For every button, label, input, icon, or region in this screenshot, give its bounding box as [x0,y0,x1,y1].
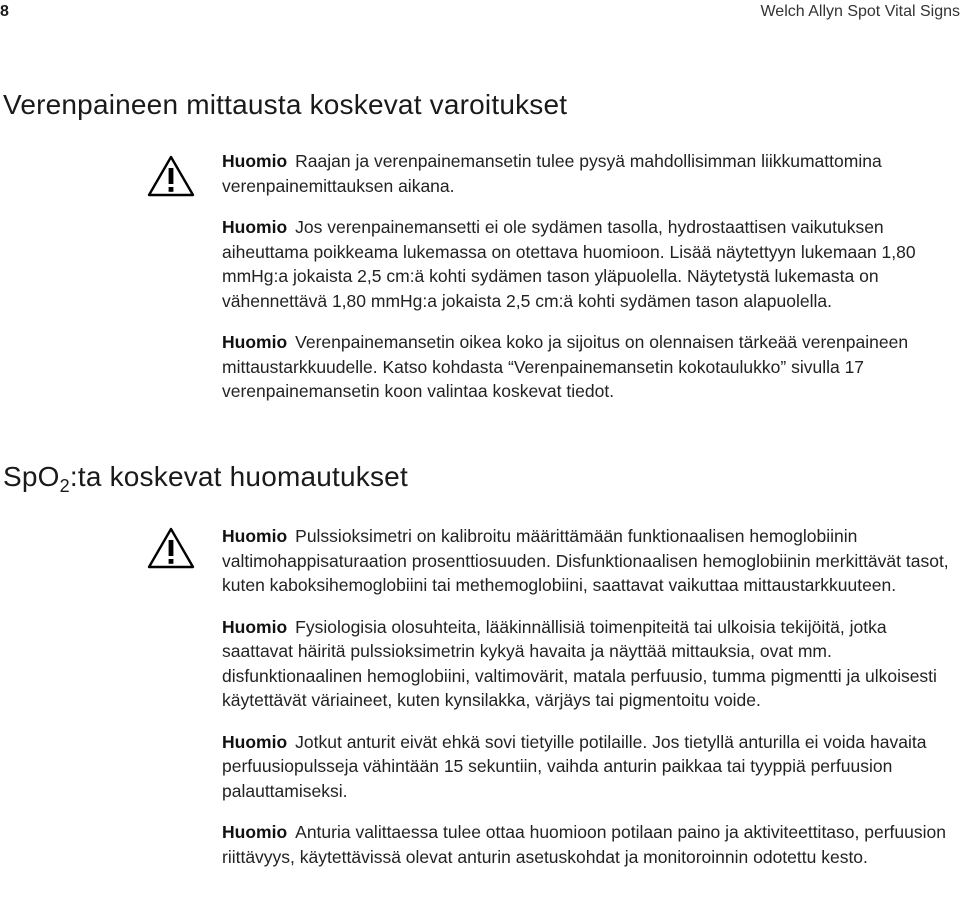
section-title-spo2 [3,460,408,494]
note-label: Huomio [222,616,288,637]
note-label: Huomio [222,332,288,352]
title-suffix: :ta koskevat huomautukset [69,461,408,492]
note [222,330,958,404]
note-text: Jotkut anturit eivät ehkä sovi tietyille potilaille. Jos tietyllä anturilla ei voida havaita perfuusiopulsseja vähintään 15 sekuntiin, vaihda anturin paikkaa tai tyyppiä perfuusion palauttamiseksi. [222,731,927,801]
title-subscript: 2 [59,476,70,496]
note-text: Pulssioksimetri on kalibroitu määrittämään funktionaalisen hemoglobiinin valtimohappisaturaation prosenttiosuuden. Disfunktionaalisen hemoglobiinin merkittävät tasot, kuten kaboksihemoglobiini tai methemoglobiini, saattavat vaikuttaa mittaustarkkuuteen. [222,526,949,595]
spo2-notes [222,524,958,886]
running-header: Welch Allyn Spot Vital Signs [760,3,960,20]
note-text: Anturia valittaessa tulee ottaa huomioon potilaan paino ja aktiviteettitaso, perfuusion riittävyys, käytettävissä olevat anturin asetuskohdat ja monitoroinnin odotettu kesto. [222,822,946,867]
note [222,215,958,313]
page-number: 8 [0,3,9,20]
note [222,615,958,713]
note-text: Verenpainemansetin oikea koko ja sijoitus on olennaisen tärkeää verenpaineen mittaustarkkuudelle. Katso kohdasta “Verenpainemansetin kokotaulukko” sivulla 17 verenpainemansetin koon valintaa koskevat tiedot. [222,332,909,401]
note-label: Huomio [222,151,288,171]
note-text: Raajan ja verenpainemansetin tulee pysyä mahdollisimman liikkumattomina verenpainemittauksen aikana. [222,151,882,196]
note [222,730,958,804]
note-label: Huomio [222,526,288,546]
warning-triangle-icon [147,155,195,197]
blood-pressure-notes [222,149,958,421]
note-label: Huomio [222,822,288,842]
note-text: Jos verenpainemansetti ei ole sydämen tasolla, hydrostaattisen vaikutuksen aiheuttama poikkeama lukemassa on otettava huomioon. Lisää näytettyyn lukemaan 1,80 mmHg:a jokaista 2,5 cm:ä kohti sydämen tason yläpuolella. Näytetystä lukemasta on vähennettävä 1,80 mmHg:a jokaista 2,5 cm:ä kohti sydämen tason alapuolella. [222,217,916,311]
note [222,149,958,198]
note-text: Fysiologisia olosuhteita, lääkinnällisiä toimenpiteitä tai ulkoisia tekijöitä, jotka saattavat häiritä pulssioksimetrin kykyä havaita ja näyttää mittauksia, ovat mm. disfunktionaalinen hemoglobiini, valtimovärit, matala perfuusio, tumma pigmentti ja ulkoisesti käytettävät väriaineet, kuten kynsilakka, värjäys tai pigmentoitu voide. [222,616,937,710]
note [222,524,958,598]
note [222,820,958,869]
note-label: Huomio [222,217,288,237]
note-label: Huomio [222,731,288,752]
section-title-blood-pressure: Verenpaineen mittausta koskevat varoitukset [3,89,568,120]
title-prefix: SpO [3,461,60,492]
warning-triangle-icon [147,527,195,569]
